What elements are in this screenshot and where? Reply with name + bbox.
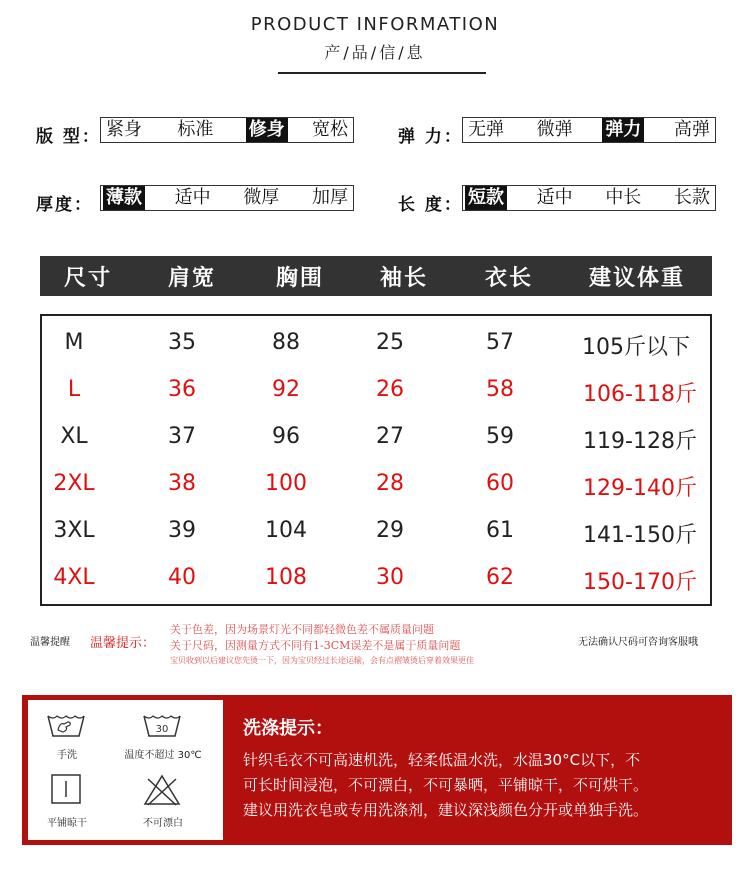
cell-size: M [64,330,84,355]
cell-sleeve: 28 [376,471,404,496]
care-line-1: 针织毛衣不可高速机洗，轻柔低温水洗，水温30°C以下，不 [243,751,641,769]
cell-size: 4XL [53,565,95,590]
cell-length: 60 [486,471,514,496]
length-options [462,185,716,211]
header-divider [278,72,486,74]
col-sleeve: 袖长 [379,265,428,291]
cell-shoulder: 38 [168,471,196,496]
thickness-option-thin: 薄款 [103,186,145,210]
cell-length: 58 [486,377,514,402]
cell-length: 62 [486,565,514,590]
thickness-option-thick: 加厚 [311,187,348,208]
care-line-2: 可长时间浸泡，不可漂白，不可暴晒，平铺晾干，不可烘干。 [243,776,649,794]
elasticity-option-elastic: 弹力 [602,118,644,142]
page-subtitle: 产/品/信/息 [324,43,426,62]
thickness-options [100,185,354,211]
cell-shoulder: 40 [168,565,196,590]
no-bleach-caption: 不可漂白 [143,818,183,829]
cell-weight: 105斤以下 [582,335,690,360]
elasticity-option-high: 高弹 [673,119,710,140]
temperature-icon [142,712,182,740]
length-option-short: 短款 [465,186,507,210]
care-title: 洗涤提示： [243,718,333,739]
col-chest: 胸围 [275,265,324,291]
cell-size: XL [60,424,88,449]
cell-weight: 106-118斤 [583,382,697,407]
col-length: 衣长 [484,265,533,291]
cell-shoulder: 39 [168,518,196,543]
cell-chest: 104 [265,518,307,543]
cell-shoulder: 36 [168,377,196,402]
elasticity-label: 弹 力： [398,127,463,147]
cell-length: 57 [486,330,514,355]
col-size: 尺寸 [63,265,112,291]
temperature-icon-label: 30 [155,724,169,735]
fit-options [100,117,354,143]
cell-length: 61 [486,518,514,543]
thickness-label: 厚度： [36,195,93,215]
cell-sleeve: 30 [376,565,404,590]
size-table-header [40,256,712,296]
hand-wash-caption: 手洗 [57,750,77,761]
cell-chest: 108 [265,565,307,590]
notice-label: 温馨提示： [90,636,156,651]
elasticity-option-none: 无弹 [468,119,504,140]
thickness-option-slightly-thick: 微厚 [243,187,280,208]
flat-dry-caption: 平铺晾干 [47,818,87,829]
cell-chest: 88 [272,330,300,355]
care-line-3: 建议用洗衣皂或专用洗涤剂，建议深浅颜色分开或单独手洗。 [243,801,649,819]
cell-weight: 119-128斤 [583,429,697,454]
cell-sleeve: 26 [376,377,404,402]
length-option-regular: 适中 [536,187,573,208]
cell-chest: 96 [272,424,300,449]
cell-weight: 141-150斤 [583,523,697,548]
size-table-body [40,314,712,606]
flat-dry-icon [50,773,82,805]
notice-contact: 无法确认尺码可咨询客服哦 [578,637,698,648]
thickness-option-medium: 适中 [174,187,211,208]
hand-wash-icon [46,712,86,740]
cell-size: L [67,377,81,402]
cell-size: 3XL [53,518,95,543]
fit-option-standard: 标准 [177,119,214,140]
fit-label: 版 型： [36,127,101,147]
notice-text [170,622,474,668]
cell-weight: 129-140斤 [583,476,697,501]
care-icons [28,700,223,840]
notice-line-color: 关于色差，因为场景灯光不同都轻微色差不属质量问题 [170,623,434,636]
elasticity-options [462,117,716,143]
cell-sleeve: 27 [376,424,404,449]
elasticity-option-slight: 微弹 [536,119,573,140]
cell-weight: 150-170斤 [583,570,697,595]
cell-length: 59 [486,424,514,449]
cell-sleeve: 25 [376,330,404,355]
notice-small-label: 温馨提醒 [30,637,70,648]
notice-line-size: 关于尺码，因测量方式不同有1-3CM误差不是属于质量问题 [170,639,461,652]
cell-chest: 92 [272,377,300,402]
notice-line-ironing: 宝贝收到以后建议您先烫一下，因为宝贝经过长途运输，会有点褶皱烫后穿着效果更佳 [170,656,474,665]
temperature-caption: 温度不超过 30℃ [124,750,202,761]
fit-option-loose: 宽松 [311,119,348,140]
no-bleach-icon [142,773,182,807]
cell-shoulder: 37 [168,424,196,449]
col-weight: 建议体重 [588,265,685,291]
cell-sleeve: 29 [376,518,404,543]
col-shoulder: 肩宽 [167,265,216,291]
length-option-long: 长款 [673,187,710,208]
cell-chest: 100 [265,471,307,496]
page-title: PRODUCT INFORMATION [250,14,500,35]
cell-shoulder: 35 [168,330,196,355]
fit-option-tight: 紧身 [106,119,142,140]
length-label: 长 度： [398,195,463,215]
fit-option-slim: 修身 [246,118,288,142]
length-option-mid-long: 中长 [605,187,642,208]
cell-size: 2XL [53,471,95,496]
